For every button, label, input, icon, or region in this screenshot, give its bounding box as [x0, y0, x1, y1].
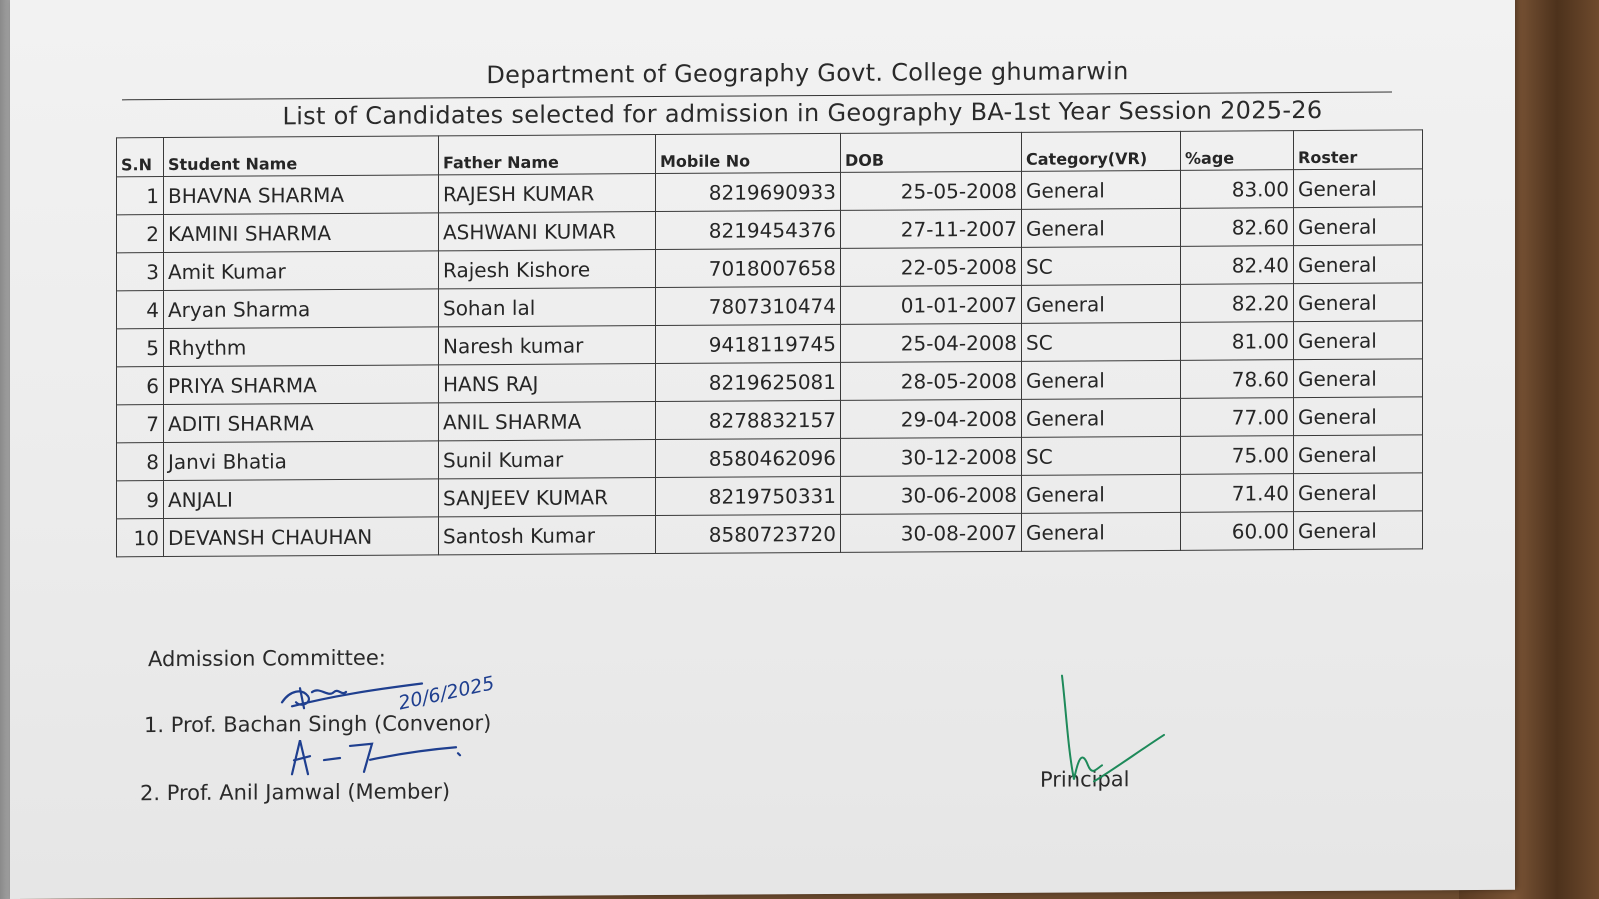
cell-percentage: 77.00	[1181, 398, 1294, 437]
cell-roster: General	[1294, 397, 1423, 436]
department-title: Department of Geography Govt. College ghumarwin	[486, 57, 1129, 90]
cell-sn: 10	[117, 519, 164, 557]
cell-category: SC	[1022, 436, 1181, 475]
cell-father-name: RAJESH KUMAR	[439, 174, 656, 213]
cell-student-name: Rhythm	[164, 327, 439, 367]
member-signature	[280, 729, 470, 780]
cell-father-name: Naresh kumar	[439, 326, 656, 365]
cell-father-name: ANIL SHARMA	[439, 402, 656, 441]
cell-category: General	[1022, 170, 1181, 209]
cell-roster: General	[1294, 359, 1423, 398]
cell-dob: 22-05-2008	[841, 247, 1022, 286]
cell-sn: 4	[117, 291, 164, 329]
cell-father-name: HANS RAJ	[439, 364, 656, 403]
cell-percentage: 82.20	[1181, 284, 1294, 323]
principal-label: Principal	[1040, 767, 1130, 792]
col-header-category: Category(VR)	[1022, 131, 1181, 171]
table-row	[117, 511, 1423, 557]
cell-dob: 25-04-2008	[841, 323, 1022, 362]
col-header-father-name: Father Name	[439, 135, 656, 175]
cell-father-name: Sunil Kumar	[439, 440, 656, 479]
cell-dob: 28-05-2008	[841, 361, 1022, 400]
cell-category: General	[1022, 360, 1181, 399]
cell-percentage: 78.60	[1181, 360, 1294, 399]
col-header-mobile: Mobile No	[656, 133, 841, 173]
cell-mobile: 8278832157	[656, 400, 841, 439]
cell-mobile: 7018007658	[656, 248, 841, 287]
cell-dob: 30-06-2008	[841, 475, 1022, 514]
cell-dob: 01-01-2007	[841, 285, 1022, 324]
cell-mobile: 8219625081	[656, 362, 841, 401]
cell-percentage: 82.60	[1181, 208, 1294, 247]
cell-category: General	[1022, 474, 1181, 513]
list-title: List of Candidates selected for admission in Geography BA-1st Year Session 2025-26	[282, 95, 1323, 131]
cell-percentage: 75.00	[1181, 436, 1294, 475]
cell-father-name: Sohan lal	[439, 288, 656, 327]
cell-roster: General	[1294, 245, 1423, 284]
cell-roster: General	[1294, 435, 1423, 474]
cell-dob: 30-08-2007	[841, 513, 1022, 552]
cell-mobile: 9418119745	[656, 324, 841, 363]
cell-mobile: 8580462096	[656, 438, 841, 477]
cell-category: SC	[1022, 322, 1181, 361]
cell-mobile: 8219750331	[656, 476, 841, 515]
cell-roster: General	[1294, 283, 1423, 322]
candidates-table	[116, 129, 1423, 557]
cell-category: General	[1022, 284, 1181, 323]
cell-student-name: BHAVNA SHARMA	[164, 175, 439, 215]
cell-percentage: 60.00	[1181, 512, 1294, 551]
signature-date: 20/6/2025	[396, 672, 497, 715]
cell-percentage: 83.00	[1181, 170, 1294, 209]
cell-student-name: PRIYA SHARMA	[164, 365, 439, 405]
cell-father-name: Rajesh Kishore	[439, 250, 656, 289]
cell-student-name: ANJALI	[164, 479, 439, 519]
cell-dob: 30-12-2008	[841, 437, 1022, 476]
cell-percentage: 81.00	[1181, 322, 1294, 361]
cell-sn: 7	[117, 405, 164, 443]
cell-dob: 29-04-2008	[841, 399, 1022, 438]
cell-sn: 9	[117, 481, 164, 519]
cell-student-name: KAMINI SHARMA	[164, 213, 439, 253]
cell-sn: 1	[117, 177, 164, 215]
cell-father-name: SANJEEV KUMAR	[439, 478, 656, 517]
cell-roster: General	[1294, 321, 1423, 360]
cell-dob: 25-05-2008	[841, 171, 1022, 210]
cell-percentage: 71.40	[1181, 474, 1294, 513]
cell-category: General	[1022, 512, 1181, 551]
col-header-roster: Roster	[1294, 130, 1423, 170]
col-header-percentage: %age	[1181, 131, 1294, 171]
document-page	[10, 0, 1515, 899]
cell-category: General	[1022, 208, 1181, 247]
cell-dob: 27-11-2007	[841, 209, 1022, 248]
cell-student-name: Aryan Sharma	[164, 289, 439, 329]
col-header-dob: DOB	[841, 132, 1022, 172]
cell-student-name: Amit Kumar	[164, 251, 439, 291]
committee-label: Admission Committee:	[148, 645, 386, 672]
cell-student-name: ADITI SHARMA	[164, 403, 439, 443]
cell-student-name: DEVANSH CHAUHAN	[164, 517, 439, 557]
cell-percentage: 82.40	[1181, 246, 1294, 285]
col-header-student-name: Student Name	[164, 136, 439, 177]
cell-mobile: 7807310474	[656, 286, 841, 325]
cell-father-name: Santosh Kumar	[439, 516, 656, 555]
cell-mobile: 8219454376	[656, 210, 841, 249]
cell-roster: General	[1294, 207, 1423, 246]
cell-sn: 2	[117, 215, 164, 253]
cell-sn: 3	[117, 253, 164, 291]
cell-category: SC	[1022, 246, 1181, 285]
cell-student-name: Janvi Bhatia	[164, 441, 439, 481]
cell-sn: 6	[117, 367, 164, 405]
cell-roster: General	[1294, 169, 1423, 208]
cell-roster: General	[1294, 511, 1423, 550]
cell-category: General	[1022, 398, 1181, 437]
cell-roster: General	[1294, 473, 1423, 512]
col-header-sn: S.N	[117, 138, 164, 177]
committee-member-member: 2. Prof. Anil Jamwal (Member)	[140, 779, 451, 806]
cell-sn: 8	[117, 443, 164, 481]
cell-sn: 5	[117, 329, 164, 367]
committee-member-convenor: 1. Prof. Bachan Singh (Convenor)	[144, 711, 492, 738]
cell-father-name: ASHWANI KUMAR	[439, 212, 656, 251]
cell-mobile: 8219690933	[656, 172, 841, 211]
cell-mobile: 8580723720	[656, 514, 841, 553]
